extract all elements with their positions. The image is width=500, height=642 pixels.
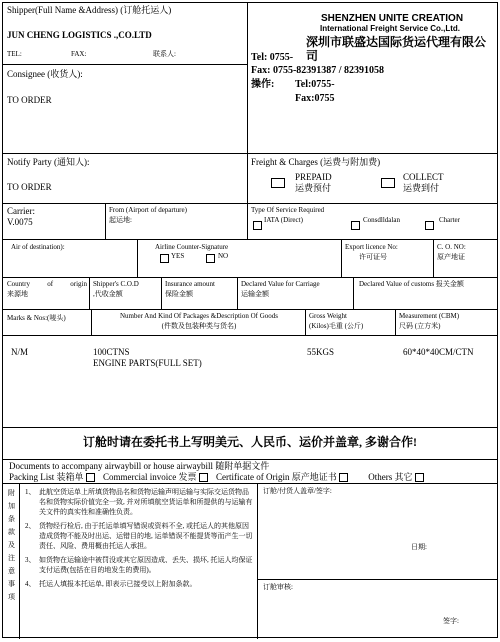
- charter-checkbox[interactable]: [425, 221, 434, 230]
- commercial-invoice-checkbox[interactable]: [199, 473, 208, 482]
- divider: [3, 483, 497, 484]
- notify-value: TO ORDER: [7, 182, 52, 192]
- divider: [433, 239, 434, 277]
- prepaid-checkbox[interactable]: [271, 178, 285, 188]
- divider: [105, 203, 106, 239]
- insurance-label: Insurance amount: [165, 280, 215, 288]
- note-text: 托运人填报本托运单, 即表示已接受以上附加条款。: [39, 580, 197, 588]
- divider: [341, 239, 342, 277]
- note-item: [25, 521, 253, 551]
- destination-label: Air of destination):: [11, 243, 65, 251]
- divider: [305, 309, 306, 335]
- divider: [161, 277, 162, 309]
- packing-list-label: Packing List 装箱单: [9, 472, 84, 482]
- divider: [3, 335, 497, 336]
- gross-weight-label: Gross Weight: [309, 312, 348, 320]
- divider: [3, 277, 497, 278]
- company-subtitle: International Freight Service Co.,Ltd.: [320, 24, 461, 33]
- divider: [257, 483, 258, 639]
- country-origin-label: Country of origin: [7, 280, 87, 288]
- certificate-origin-checkbox[interactable]: [339, 473, 348, 482]
- measurement-label: Measurement (CBM): [399, 312, 460, 320]
- divider: [3, 153, 497, 154]
- divider: [89, 277, 90, 309]
- sign-label: 签字:: [443, 617, 459, 625]
- marks-label: Marks & Nos:(唛头): [7, 314, 66, 322]
- declared-customs-label: Declared Value of customs 报关金额: [359, 280, 464, 288]
- shipper-tel-label: TEL:: [7, 50, 22, 58]
- divider: [237, 277, 238, 309]
- coo-label-cn: 原产地证: [437, 253, 465, 261]
- packages-ctns: 100CTNS: [93, 347, 130, 357]
- declared-carriage-label-cn: 运输金额: [241, 290, 269, 298]
- divider: [353, 277, 354, 309]
- booking-form: [2, 2, 498, 638]
- documents-label: Documents to accompany airwaybill or house airwaybill 随附单据文件: [9, 461, 270, 471]
- commercial-invoice-label: Commercial invoice 发票: [103, 472, 197, 482]
- note-number: 2、: [25, 522, 36, 530]
- marks-value: N/M: [11, 347, 29, 357]
- iata-checkbox[interactable]: [253, 221, 262, 230]
- operator-tel: Tel:0755-: [295, 79, 335, 90]
- note-text: 货物经行检后, 由于托运单填写错误或资料不全, 或托运人的其他原因造成货物不能及时出运、运错目的地, 运单错误不能提货等而产生一切责任、风险、费用概由托运人承担。: [39, 522, 253, 550]
- others-checkbox[interactable]: [415, 473, 424, 482]
- departure-label-cn: 起运地:: [109, 216, 132, 224]
- consol-checkbox[interactable]: [351, 221, 360, 230]
- shipper-cod-label: Shipper's C.O.D: [93, 280, 139, 288]
- note-text: 此航空货运单上所填货物品名和货物运输声明运输与实际交运货物品名和货物实际价值完全一致, 并对所填航空货运单和所提供的与运输有关文件的真实性和准确性负责。: [39, 488, 253, 516]
- prepaid-label-cn: 运费预付: [295, 183, 332, 193]
- company-tel: Tel: 0755-: [251, 52, 294, 63]
- yes-checkbox[interactable]: [160, 254, 169, 263]
- review-label: 订舱审核:: [263, 583, 293, 591]
- export-licence-label: Export licence No:: [345, 243, 398, 251]
- shipper-signature-label: 订舱/付货人盖章/签字:: [263, 487, 332, 495]
- consol-label: Consdlldalan: [363, 216, 400, 224]
- note-text: 如货物在运输途中被罚没或其它原因造成、丢失、损坏, 托运人均保证支付运费(包括在目的地发生的费用)。: [39, 556, 253, 574]
- no-label: NO: [218, 252, 229, 260]
- freight-label: Freight & Charges (运费与附加费): [251, 157, 381, 167]
- note-item: [25, 555, 253, 575]
- no-checkbox[interactable]: [206, 254, 215, 263]
- coo-label: C. O. NO:: [437, 243, 466, 251]
- note-number: 1、: [25, 488, 36, 496]
- collect-checkbox[interactable]: [381, 178, 395, 188]
- divider: [3, 239, 497, 240]
- divider: [395, 309, 396, 335]
- divider: [3, 203, 497, 204]
- export-licence-label-cn: 许可证号: [359, 253, 387, 261]
- note-item: [25, 487, 253, 517]
- airline-signature-label: Airline Counter-Signature: [155, 243, 229, 251]
- note-number: 3、: [25, 556, 36, 564]
- documents-options: [9, 472, 424, 483]
- notes-side-label: 附加条款及注意事项: [8, 489, 15, 601]
- divider: [3, 64, 248, 65]
- divider: [3, 427, 497, 428]
- booking-notice: 订舱时请在委托书上写明美元、人民币、运价并盖章, 多谢合作!: [83, 435, 417, 449]
- operator-label: 操作:: [251, 79, 275, 90]
- shipper-label: Shipper(Full Name &Address) (订舱托运人): [7, 5, 172, 15]
- company-name-en: SHENZHEN UNITE CREATION: [321, 13, 464, 24]
- country-origin-label-cn: 来源地: [7, 290, 28, 298]
- company-name-cn: 深圳市联盛达国际货运代理有限公司: [306, 35, 487, 63]
- gross-weight-value: 55KGS: [307, 347, 335, 357]
- notify-label: Notify Party (通知人):: [7, 157, 90, 167]
- divider: [257, 579, 497, 580]
- divider: [137, 239, 138, 277]
- shipper-name: JUN CHENG LOGISTICS .,CO.LTD: [7, 30, 152, 40]
- shipper-contact-label: 联系人:: [153, 50, 176, 58]
- packages-label: Number And Kind Of Packages &Description Of Goods: [119, 312, 279, 320]
- divider: [91, 309, 92, 335]
- note-number: 4、: [25, 580, 36, 588]
- gross-weight-label-cn: (Kilos)毛重 (公斤): [309, 322, 364, 330]
- divider: [3, 459, 497, 460]
- carrier-value: V.0075: [7, 217, 33, 227]
- service-label: Type Of Service Required: [251, 206, 325, 214]
- packing-list-checkbox[interactable]: [86, 473, 95, 482]
- declared-carriage-label: Declared Value for Carriage: [241, 280, 320, 288]
- collect-label: COLLECT: [403, 172, 444, 182]
- carrier-label: Carrier:: [7, 206, 35, 216]
- prepaid-label: PREPAID: [295, 172, 332, 182]
- divider: [3, 309, 497, 310]
- consignee-label: Consignee (收货人):: [7, 69, 83, 79]
- collect-label-cn: 运费到付: [403, 183, 440, 193]
- yes-label: YES: [171, 252, 185, 260]
- certificate-origin-label: Certificate of Origin 原产地证书: [215, 472, 337, 482]
- shipper-fax-label: FAX:: [71, 50, 87, 58]
- divider: [19, 483, 20, 639]
- shipper-cod-label-cn: ,代收金额: [93, 290, 123, 298]
- iata-label: IATA (Direct): [264, 216, 303, 224]
- measurement-value: 60*40*40CM/CTN: [403, 347, 474, 357]
- packages-label-cn: (件数及包装种类与货名): [161, 322, 237, 330]
- date-label: 日期:: [411, 543, 427, 551]
- goods-description: ENGINE PARTS(FULL SET): [93, 358, 202, 368]
- departure-label: From (Airport of departure): [109, 206, 187, 214]
- insurance-label-cn: 保险金额: [165, 290, 193, 298]
- others-label: Others 其它: [368, 472, 413, 482]
- measurement-label-cn: 尺码 (立方米): [399, 322, 441, 330]
- operator-fax: Fax:0755: [295, 93, 335, 104]
- consignee-value: TO ORDER: [7, 95, 52, 105]
- company-fax: Fax: 0755-82391387 / 82391058: [251, 65, 385, 76]
- note-item: [25, 579, 253, 589]
- divider: [247, 3, 248, 239]
- notes-list: [25, 487, 253, 593]
- charter-label: Charter: [439, 216, 460, 224]
